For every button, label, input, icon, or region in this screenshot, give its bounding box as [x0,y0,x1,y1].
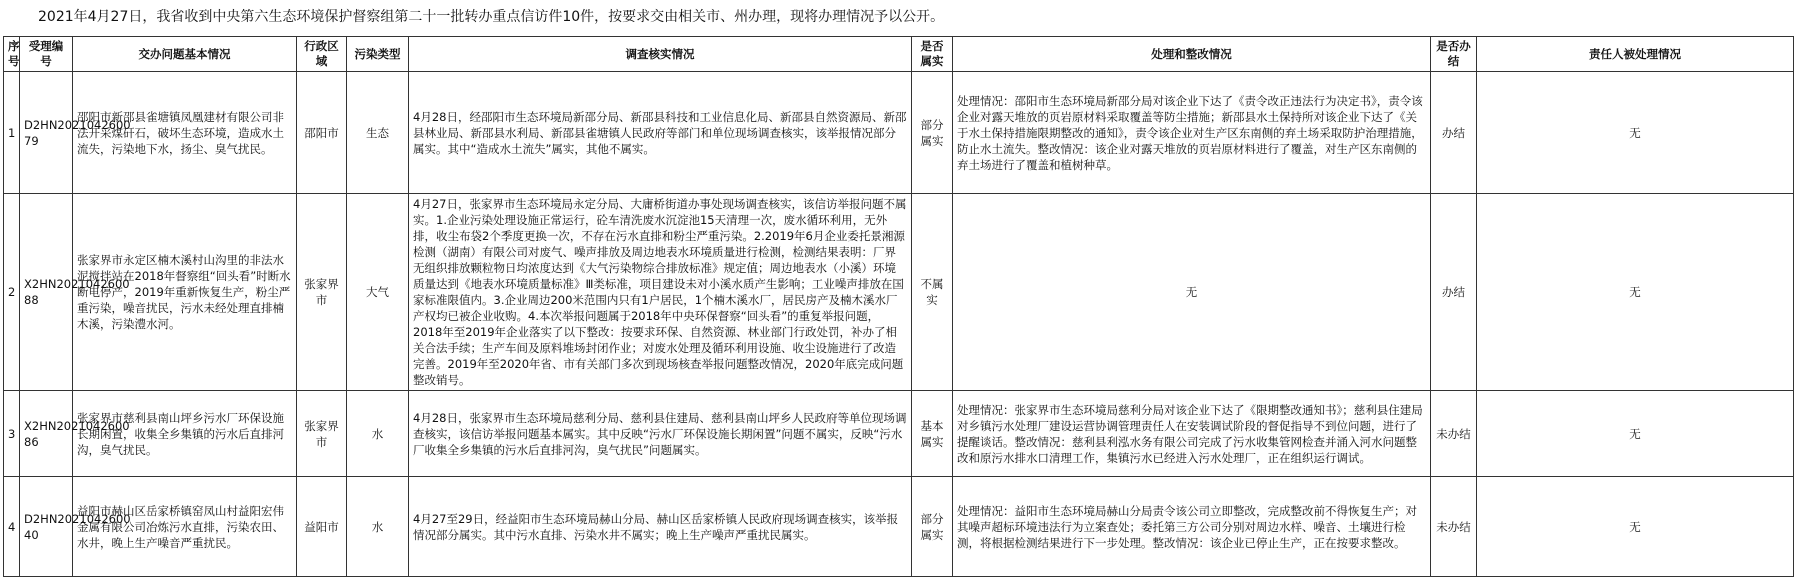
row-pollution: 水 [347,391,409,477]
row-issue: 益阳市赫山区岳家桥镇窑凤山村益阳宏伟金属有限公司冶炼污水直排，污染农田、水井，晚上生产噪音严重扰民。 [73,477,297,577]
header-investigation: 调查核实情况 [409,37,912,72]
table-row [4,72,1794,194]
row-verified: 部分属实 [912,72,953,194]
row-issue: 邵阳市新邵县雀塘镇凤凰建材有限公司非法开采煤矸石，破坏生态环境，造成水土流失，污染地下水，扬尘、臭气扰民。 [73,72,297,194]
row-region: 益阳市 [297,477,347,577]
row-closed: 未办结 [1431,391,1477,477]
row-region: 邵阳市 [297,72,347,194]
row-pollution: 大气 [347,194,409,391]
row-accountability: 无 [1477,194,1794,391]
row-closed: 办结 [1431,72,1477,194]
header-id: 受理编号 [20,37,73,72]
row-no: 3 [4,391,20,477]
row-pollution: 生态 [347,72,409,194]
table-row [4,477,1794,577]
row-investigation: 4月27至29日，经益阳市生态环境局赫山分局、赫山区岳家桥镇人民政府现场调查核实，该举报情况部分属实。其中污水直排、污染水井不属实；晚上生产噪声严重扰民属实。 [409,477,912,577]
header-closed: 是否办结 [1431,37,1477,72]
header-no: 序号 [4,37,20,72]
row-handling: 无 [953,194,1431,391]
row-verified: 基本属实 [912,391,953,477]
header-verified: 是否属实 [912,37,953,72]
row-investigation: 4月28日，经邵阳市生态环境局新邵分局、新邵县科技和工业信息化局、新邵县自然资源局、新邵县林业局、新邵县水利局、新邵县雀塘镇人民政府等部门和单位现场调查核实，该举报情况部分属实。其中“造成水土流失”属实，其他不属实。 [409,72,912,194]
complaint-table [3,36,1794,577]
row-verified: 不属实 [912,194,953,391]
header-issue: 交办问题基本情况 [73,37,297,72]
row-issue: 张家界市慈利县南山坪乡污水厂环保设施长期闲置，收集全乡集镇的污水后直排河沟，臭气扰民。 [73,391,297,477]
row-region: 张家界市 [297,391,347,477]
intro-statement: 2021年4月27日，我省收到中央第六生态环境保护督察组第二十一批转办重点信访件10件，按要求交由相关市、州办理，现将办理情况予以公开。 [38,9,945,25]
row-accountability: 无 [1477,477,1794,577]
row-handling: 处理情况：张家界市生态环境局慈利分局对该企业下达了《限期整改通知书》；慈利县住建局对乡镇污水处理厂建设运营协调管理责任人在安装调试阶段的督促指导不到位问题，进行了提醒谈话。整改情况：慈利县利泓水务有限公司完成了污水收集管网检查并涌入河水问题整改和原污水排水口清理工作，集镇污水已经进入污水处理厂，正在组织运行调试。 [953,391,1431,477]
row-investigation: 4月28日，张家界市生态环境局慈利分局、慈利县住建局、慈利县南山坪乡人民政府等单位现场调查核实，该信访举报问题基本属实。其中反映“污水厂环保设施长期闲置”问题不属实，反映“污水厂收集全乡集镇的污水后直排河沟，臭气扰民”问题属实。 [409,391,912,477]
header-region: 行政区域 [297,37,347,72]
table-row [4,194,1794,391]
row-closed: 办结 [1431,194,1477,391]
row-verified: 部分属实 [912,477,953,577]
row-investigation: 4月27日，张家界市生态环境局永定分局、大庸桥街道办事处现场调查核实，该信访举报问题不属实。1.企业污染处理设施正常运行，砼车清洗废水沉淀池15天清理一次，废水循环利用，无外排，收尘布袋2个季度更换一次，不存在污水直排和粉尘严重污染。2.2019年6月企业委托景湘源检测（湖南）有限公司对废气、噪声排放及周边地表水环境质量进行检测，检测结果表明：厂界无组织排放颗粒物日均浓度达到《大气污染物综合排放标准》规定值；周边地表水（小溪）环境质量达到《地表水环境质量标准》Ⅲ类标准，项目建设未对小溪水质产生影响；工业噪声排放在国家标准限值内。3.企业周边200米范围内只有1户居民，1个楠木溪水厂，居民房产及楠木溪水厂产权均已被企业收购。4.本次举报问题属于2018年中央环保督察“回头看”的重复举报问题，2018年至2019年企业落实了以下整改：按要求环保、自然资源、林业部门行政处罚，补办了相关合法手续；生产车间及原料堆场封闭作业；对废水处理及循环利用设施、收尘设施进行了改造完善。2019年至2020年省、市有关部门多次到现场核查举报问题整改情况，2020年底完成问题整改销号。 [409,194,912,391]
row-id: X2HN2021042600 86 [20,391,73,477]
row-handling: 处理情况：邵阳市生态环境局新邵分局对该企业下达了《责令改正违法行为决定书》，责令该企业对露天堆放的页岩原材料采取覆盖等防尘措施；新邵县水土保持所对该企业下达了《关于水土保持措施限期整改的通知》，责令该企业对生产区东南侧的弃土场采取防护治理措施，防止水土流失。整改情况：该企业对露天堆放的页岩原材料进行了覆盖，对生产区东南侧的弃土场进行了覆盖和植树种草。 [953,72,1431,194]
row-region: 张家界市 [297,194,347,391]
row-no: 2 [4,194,20,391]
row-handling: 处理情况：益阳市生态环境局赫山分局责令该公司立即整改，完成整改前不得恢复生产；对其噪声超标环境违法行为立案查处；委托第三方公司分别对周边水样、噪音、土壤进行检测，将根据检测结果进行下一步处理。整改情况：该企业已停止生产，正在按要求整改。 [953,477,1431,577]
header-handling: 处理和整改情况 [953,37,1431,72]
header-pollution: 污染类型 [347,37,409,72]
table-row [4,391,1794,477]
row-id: X2HN2021042600 88 [20,194,73,391]
row-closed: 未办结 [1431,477,1477,577]
row-accountability: 无 [1477,391,1794,477]
row-accountability: 无 [1477,72,1794,194]
row-id: D2HN2021042600 79 [20,72,73,194]
row-pollution: 水 [347,477,409,577]
header-accountability: 责任人被处理情况 [1477,37,1794,72]
header-row [4,37,1794,72]
row-issue: 张家界市永定区楠木溪村山沟里的非法水泥搅拌站在2018年督察组“回头看”时断水断电停产，2019年重新恢复生产，粉尘严重污染，噪音扰民，污水未经处理直排楠木溪，污染澧水河。 [73,194,297,391]
row-no: 1 [4,72,20,194]
row-no: 4 [4,477,20,577]
row-id: D2HN2021042600 40 [20,477,73,577]
